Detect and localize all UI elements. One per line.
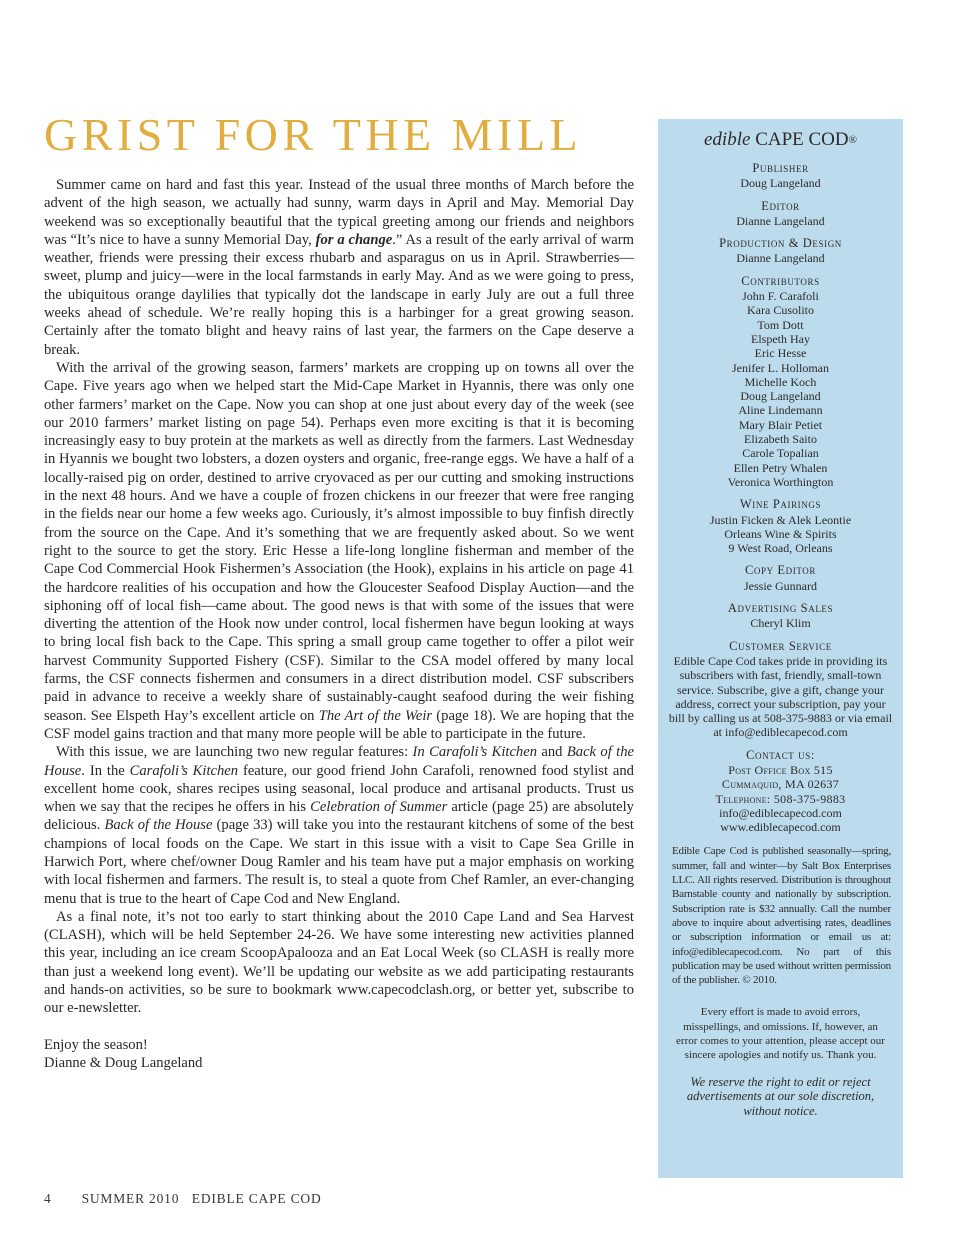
page-title: GRIST FOR THE MILL — [44, 109, 583, 160]
paragraph-2 — [44, 359, 634, 743]
credit-name: Elspeth Hay — [751, 331, 810, 346]
section-heading: Customer Service — [729, 638, 832, 653]
text-run: .” As a result of the early arrival of warm weather, friends were pressing their excess rhubarb and asparagus on us in April. Strawberries—sweet, plump and juicy—were in the local farmstands in early May. And as we were going to press, the ubiquitous orange daylilies that typically dot the landscape in early July are out a full three weeks ahead of schedule. We’re really hoping this is a harbinger for a great growing season. Certainly after the tomato blight and heavy rains of last year, the farmers on the Cape deserve a break. — [44, 231, 634, 358]
editorial-article — [44, 176, 634, 1072]
credit-name: Dianne Langeland — [736, 251, 825, 266]
masthead-copy-editor — [658, 563, 903, 593]
section-heading: Contributors — [741, 273, 820, 288]
section-heading: Editor — [761, 198, 800, 213]
contact-email: info@ediblecapecod.com — [719, 805, 842, 820]
text-run: feature, our good friend John Carafoli, renowned food stylist and excellent home cook, shares recipes using seasonal, local produce and artisanal products. Trust us when we say that the recipes he offers in his — [44, 762, 634, 816]
credit-name: 9 West Road, Orleans — [728, 541, 833, 556]
page-number: 4 — [44, 1191, 52, 1206]
registered-mark: ® — [848, 134, 857, 146]
errors-note: Every effort is made to avoid errors, misspellings, and omissions. If, however, an error comes to your attention, please accept our sincere apologies and notify us. Thank you. — [676, 1006, 885, 1062]
feature-title-ref: Back of the House — [44, 744, 634, 779]
credit-name: Tom Dott — [757, 317, 804, 332]
masthead-publisher — [658, 161, 903, 191]
contact-phone: Telephone: 508-375-9883 — [715, 791, 846, 806]
text-run: . In the — [81, 762, 130, 779]
text-run: article (page 25) are absolutely delicious. — [44, 799, 634, 834]
section-heading: Advertising Sales — [727, 601, 834, 616]
credit-name: Elizabeth Saito — [744, 432, 817, 447]
credit-name: Doug Langeland — [740, 389, 821, 404]
section-heading: Production & Design — [719, 236, 842, 251]
brand-logo — [658, 129, 903, 151]
masthead-contact — [658, 748, 903, 835]
credit-name: Dianne Langeland — [736, 213, 825, 228]
brand-word-capecod: CAPE COD — [755, 129, 849, 150]
credit-name: Kara Cusolito — [747, 303, 814, 318]
issue-label: SUMMER 2010 EDIBLE CAPE COD — [81, 1191, 322, 1206]
signoff-greeting: Enjoy the season! — [44, 1036, 148, 1053]
text-run: With the arrival of the growing season, farmers’ markets are cropping up on towns all over the Cape. Five years ago when we helped start the Mid-Cape Market in Hyannis, there was only one other farmers’ market on the Cape. Now you can shop at one just about every day of the week (see our 2010 farmers’ market listing on page 54). Perhaps even more exciting is that it is becoming increasingly easy to buy protein at the markets as well as directly from the farmers. Last Wednesday in Hyannis we bought two lobsters, a dozen oysters and organic, free-range eggs. We have a half of a locally-raised pig on order, destined to arrive cryovaced as per our cutting and smoking instructions in the next 48 hours. And we have a couple of frozen chickens in our freezer that were free ranging in the fields near our home a few weeks ago. Curiously, it’s almost impossible to buy finfish directly from the source on the Cape. And it’s something that we are frequently asked about. So we went right to the source to get the story. Eric Hesse a life-long longline fisherman and member of the Cape Cod Commercial Hook Fishermen’s Association (the Hook), explains in his article on page 41 the hardcore realities of his occupation and how the Gloucester Seafood Display Auction—and the siphoning off of local fish—came about. The good news is that with some of the issues that were diverting the attention of the Hook now under control, local fishermen have begun looking at ways to bring local fish back to the Cape. This spring a small group came together to offer a pilot weir harvest Community Supported Fishery (CSF). Similar to the CSA model offered by many local farms, the CSF connects fishermen and consumers in a direct distribution model. CSF subscribers paid in advance to receive a weekly share of sustainably-caught seafood during the weir fishing season. See Elspeth Hay’s excellent article on — [44, 359, 634, 724]
brand-word-edible: edible — [704, 129, 751, 150]
page-footer — [44, 1191, 322, 1207]
masthead-customer-service — [658, 639, 903, 740]
section-heading: Copy Editor — [744, 563, 817, 578]
paragraph-4: As a final note, it’s not too early to start thinking about the 2010 Cape Land and Sea Harvest (CLASH), which will be held September 24-26. We have some interesting new activities planned this year, including an ice cream ScoopApalooza and an Eat Local Week (so CLASH is really more than just a weekend long event). We’ll be updating our website as we add participating restaurants and hands-on activities, so be sure to bookmark www.capecodclash.org, or better yet, subscribe to our e-newsletter. — [44, 908, 634, 1017]
credit-name: Jenifer L. Holloman — [732, 360, 829, 375]
feature-title-ref: In Carafoli’s Kitchen — [412, 744, 537, 761]
publication-note: Edible Cape Cod is published seasonally—spring, summer, fall and winter—by Salt Box Enterprises LLC. All rights reserved. Distribution is throughout Barnstable county and nationally by subscription. Subscription rate is $32 annually. Call the number above to inquire about advertising rates, deadlines or subscription information or email us at: info@ediblecapecod.com. No part of this publication may be used without written permission of the publisher. © 2010. — [672, 845, 891, 987]
masthead-editor — [658, 199, 903, 229]
text-run: (page 18). We are hoping that the CSF model gains traction and that many more people will be able to participate in the future. — [44, 707, 634, 742]
reserve-note: We reserve the right to edit or reject advertisements at our sole discretion, without notice. — [686, 1074, 875, 1118]
contact-website: www.ediblecapecod.com — [720, 820, 841, 835]
article-title-ref: Celebration of Summer — [310, 799, 448, 816]
masthead-box — [658, 119, 903, 1178]
signoff-names: Dianne & Doug Langeland — [44, 1054, 203, 1071]
customer-service-text: Edible Cape Cod takes pride in providing its subscribers with fast, friendly, small-town service. Subscribe, give a gift, change your address, correct your subscription, pay your bill by calling us at 508-375-9883 or via email at info@ediblecapecod.com — [668, 653, 893, 740]
signoff — [44, 1036, 634, 1073]
emphasis: for a change — [315, 231, 393, 248]
contact-city: Cummaquid, MA 02637 — [721, 777, 840, 792]
credit-name: John F. Carafoli — [742, 289, 819, 304]
text-run: and — [537, 744, 567, 761]
masthead-advertising — [658, 601, 903, 631]
credit-name: Carole Topalian — [742, 446, 819, 461]
article-title-ref: The Art of the Weir — [318, 707, 433, 724]
credit-name: Jessie Gunnard — [744, 578, 817, 593]
masthead-contributors — [658, 274, 903, 489]
feature-title-ref: Back of the House — [104, 817, 213, 834]
credit-name: Eric Hesse — [754, 346, 807, 361]
section-heading: Publisher — [752, 161, 809, 175]
paragraph-3 — [44, 743, 634, 908]
credit-name: Doug Langeland — [740, 176, 821, 191]
credit-name: Orleans Wine & Spirits — [724, 526, 837, 541]
masthead-wine-pairings — [658, 497, 903, 555]
masthead-production — [658, 236, 903, 266]
credit-name: Aline Lindemann — [738, 403, 823, 418]
text-run: (page 33) will take you into the restaurant kitchens of some of the best champions of local foods on the Cape. We start in this issue with a visit to Cape Sea Grille in Harwich Port, where chef/owner Doug Ramler and his team have put a major emphasis on working with local fishermen and farmers. The result is, to steal a quote from Chef Ramler, an ever-changing menu that is true to the heart of Cape Cod and New England. — [44, 817, 634, 907]
text-run: With this issue, we are launching two new regular features: — [56, 744, 413, 761]
credit-name: Cheryl Klim — [750, 616, 811, 631]
credit-name: Michelle Koch — [744, 374, 817, 389]
section-heading: Contact us: — [746, 747, 815, 762]
text-run: Summer came on hard and fast this year. Instead of the usual three months of March before the advent of the high season, we actually had sunny, warm days in April and May. Memorial Day weekend was so exceptionally beautiful that the typical greeting among our friends and neighbors was “It’s nice to have a sunny Memorial Day, — [44, 177, 634, 248]
credit-name: Veronica Worthington — [727, 474, 834, 489]
contact-address: Post Office Box 515 — [728, 762, 833, 777]
credit-name: Ellen Petry Whalen — [733, 460, 828, 475]
section-heading: Wine Pairings — [739, 497, 822, 512]
credit-name: Justin Ficken & Alek Leontie — [709, 512, 852, 527]
credit-name: Mary Blair Petiet — [738, 417, 823, 432]
paragraph-1 — [44, 176, 634, 359]
feature-title-ref: Carafoli’s Kitchen — [129, 762, 239, 779]
